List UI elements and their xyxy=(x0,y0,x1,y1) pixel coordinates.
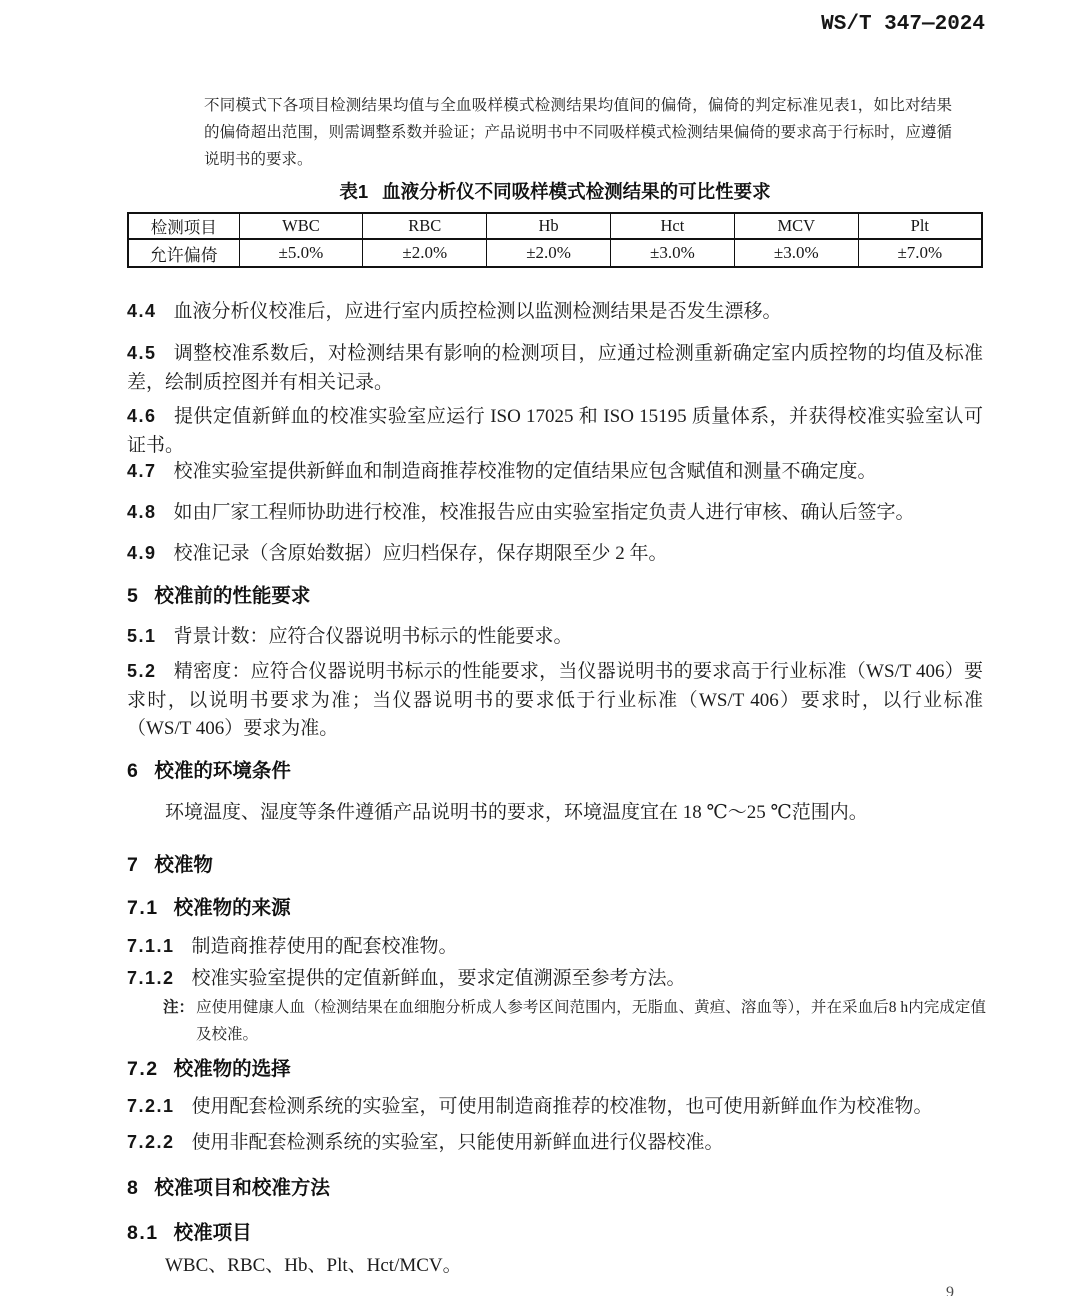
table-cell: ±7.0% xyxy=(858,239,982,267)
heading-title: 校准物的选择 xyxy=(173,1058,291,1080)
clause-number: 4.9 xyxy=(127,543,157,563)
clause-text: 校准记录（含原始数据）应归档保存，保存期限至少 2 年。 xyxy=(173,543,668,564)
calibration-items-paragraph: WBC、RBC、Hb、Plt、Hct/MCV。 xyxy=(165,1255,462,1276)
heading-title: 校准项目 xyxy=(173,1222,252,1244)
table1-wrapper xyxy=(127,212,983,268)
section-heading-7-1 xyxy=(127,892,983,920)
clause-number: 4.5 xyxy=(127,343,157,363)
table-cell: ±5.0% xyxy=(239,239,363,267)
clause-text: 如由厂家工程师协助进行校准，校准报告应由实验室指定负责人进行审核、确认后签字。 xyxy=(173,502,915,523)
table-header-row xyxy=(128,213,982,239)
clause-number: 4.4 xyxy=(127,301,157,321)
clause-text: 背景计数：应符合仪器说明书标示的性能要求。 xyxy=(173,626,573,647)
clause-4-5 xyxy=(127,339,983,397)
clause-number: 7.2.2 xyxy=(127,1132,175,1152)
intro-paragraph: 不同模式下各项目检测结果均值与全血吸样模式检测结果均值间的偏倚，偏倚的判定标准见表1，如比对结果的偏倚超出范围，则需调整系数并验证；产品说明书中不同吸样模式检测结果偏倚的要求高于行标时，应遵循说明书的要求。 xyxy=(204,97,952,168)
heading-number: 7.1 xyxy=(127,897,159,919)
clause-text: 提供定值新鲜血的校准实验室应运行 ISO 17025 和 ISO 15195 质量体系，并获得校准实验室认可证书。 xyxy=(127,406,983,456)
table-header-cell: 检测项目 xyxy=(128,213,239,239)
clause-7-2-2 xyxy=(127,1128,983,1158)
heading-title: 校准物 xyxy=(154,854,213,876)
table-cell: ±2.0% xyxy=(487,239,611,267)
table-header-cell: RBC xyxy=(363,213,487,239)
heading-number: 5 xyxy=(127,585,140,607)
table-cell: 允许偏倚 xyxy=(128,239,239,267)
clause-number: 4.7 xyxy=(127,461,157,481)
heading-number: 6 xyxy=(127,760,140,782)
clause-text: 校准实验室提供新鲜血和制造商推荐校准物的定值结果应包含赋值和测量不确定度。 xyxy=(173,461,877,482)
table-cell: ±3.0% xyxy=(734,239,858,267)
note-paragraph xyxy=(163,994,986,1048)
clause-7-2-1 xyxy=(127,1092,983,1122)
section-heading-8 xyxy=(127,1172,983,1200)
clause-text: 调整校准系数后，对检测结果有影响的检测项目，应通过检测重新确定室内质控物的均值及标准差，绘制质控图并有相关记录。 xyxy=(127,343,983,393)
note-label: 注： xyxy=(163,999,195,1016)
heading-number: 8.1 xyxy=(127,1222,159,1244)
clause-4-4 xyxy=(127,297,983,327)
table-header-cell: Hct xyxy=(611,213,735,239)
comparability-table xyxy=(127,212,983,268)
clause-text: 使用非配套检测系统的实验室，只能使用新鲜血进行仪器校准。 xyxy=(191,1132,724,1153)
heading-title: 校准项目和校准方法 xyxy=(154,1177,330,1199)
section-heading-7 xyxy=(127,849,983,877)
heading-title: 校准物的来源 xyxy=(173,897,291,919)
section-heading-7-2 xyxy=(127,1053,983,1081)
table1-title-text: 血液分析仪不同吸样模式检测结果的可比性要求 xyxy=(382,181,771,202)
table1-title-number: 表1 xyxy=(339,181,369,202)
clause-text: 使用配套检测系统的实验室，可使用制造商推荐的校准物，也可使用新鲜血作为校准物。 xyxy=(191,1096,933,1117)
clause-4-8 xyxy=(127,498,983,528)
clause-number: 7.1.1 xyxy=(127,936,175,956)
clause-number: 5.1 xyxy=(127,626,157,646)
clause-text: 血液分析仪校准后，应进行室内质控检测以监测检测结果是否发生漂移。 xyxy=(173,301,782,322)
clause-4-6 xyxy=(127,402,983,460)
page-number-partial: 9 xyxy=(946,1284,954,1296)
heading-title: 校准前的性能要求 xyxy=(154,585,311,607)
table-data-row xyxy=(128,239,982,267)
clause-number: 4.6 xyxy=(127,406,157,426)
clause-4-9 xyxy=(127,539,983,569)
section-heading-8-1 xyxy=(127,1217,983,1245)
table-header-cell: Plt xyxy=(858,213,982,239)
table-cell: ±3.0% xyxy=(611,239,735,267)
clause-number: 4.8 xyxy=(127,502,157,522)
clause-5-2 xyxy=(127,657,983,744)
clause-5-1 xyxy=(127,622,983,652)
heading-title: 校准的环境条件 xyxy=(154,760,291,782)
heading-number: 7.2 xyxy=(127,1058,159,1080)
table-header-cell: Hb xyxy=(487,213,611,239)
environment-paragraph: 环境温度、湿度等条件遵循产品说明书的要求，环境温度宜在 18 ℃～25 ℃范围内。 xyxy=(165,802,868,823)
note-text: 应使用健康人血（检测结果在血细胞分析成人参考区间范围内，无脂血、黄疸、溶血等），并在采血后8 h内完成定值及校准。 xyxy=(196,999,986,1043)
table-cell: ±2.0% xyxy=(363,239,487,267)
table1-title xyxy=(127,178,983,204)
clause-number: 5.2 xyxy=(127,661,157,681)
section-heading-5 xyxy=(127,580,983,608)
table-header-cell: MCV xyxy=(734,213,858,239)
clause-text: 校准实验室提供的定值新鲜血，要求定值溯源至参考方法。 xyxy=(191,968,686,989)
heading-number: 7 xyxy=(127,854,140,876)
clause-7-1-2 xyxy=(127,964,983,994)
clause-number: 7.2.1 xyxy=(127,1096,175,1116)
clause-text: 制造商推荐使用的配套校准物。 xyxy=(191,936,458,957)
heading-number: 8 xyxy=(127,1177,140,1199)
table-header-cell: WBC xyxy=(239,213,363,239)
standard-code: WS/T 347—2024 xyxy=(821,13,985,36)
clause-number: 7.1.2 xyxy=(127,968,175,988)
section-heading-6 xyxy=(127,755,983,783)
clause-7-1-1 xyxy=(127,932,983,962)
clause-4-7 xyxy=(127,457,983,487)
clause-text: 精密度：应符合仪器说明书标示的性能要求，当仪器说明书的要求高于行业标准（WS/T 406）要求时，以说明书要求为准；当仪器说明书的要求低于行业标准（WS/T 406）要求时，以行业标准（WS/T 406）要求为准。 xyxy=(127,661,983,739)
